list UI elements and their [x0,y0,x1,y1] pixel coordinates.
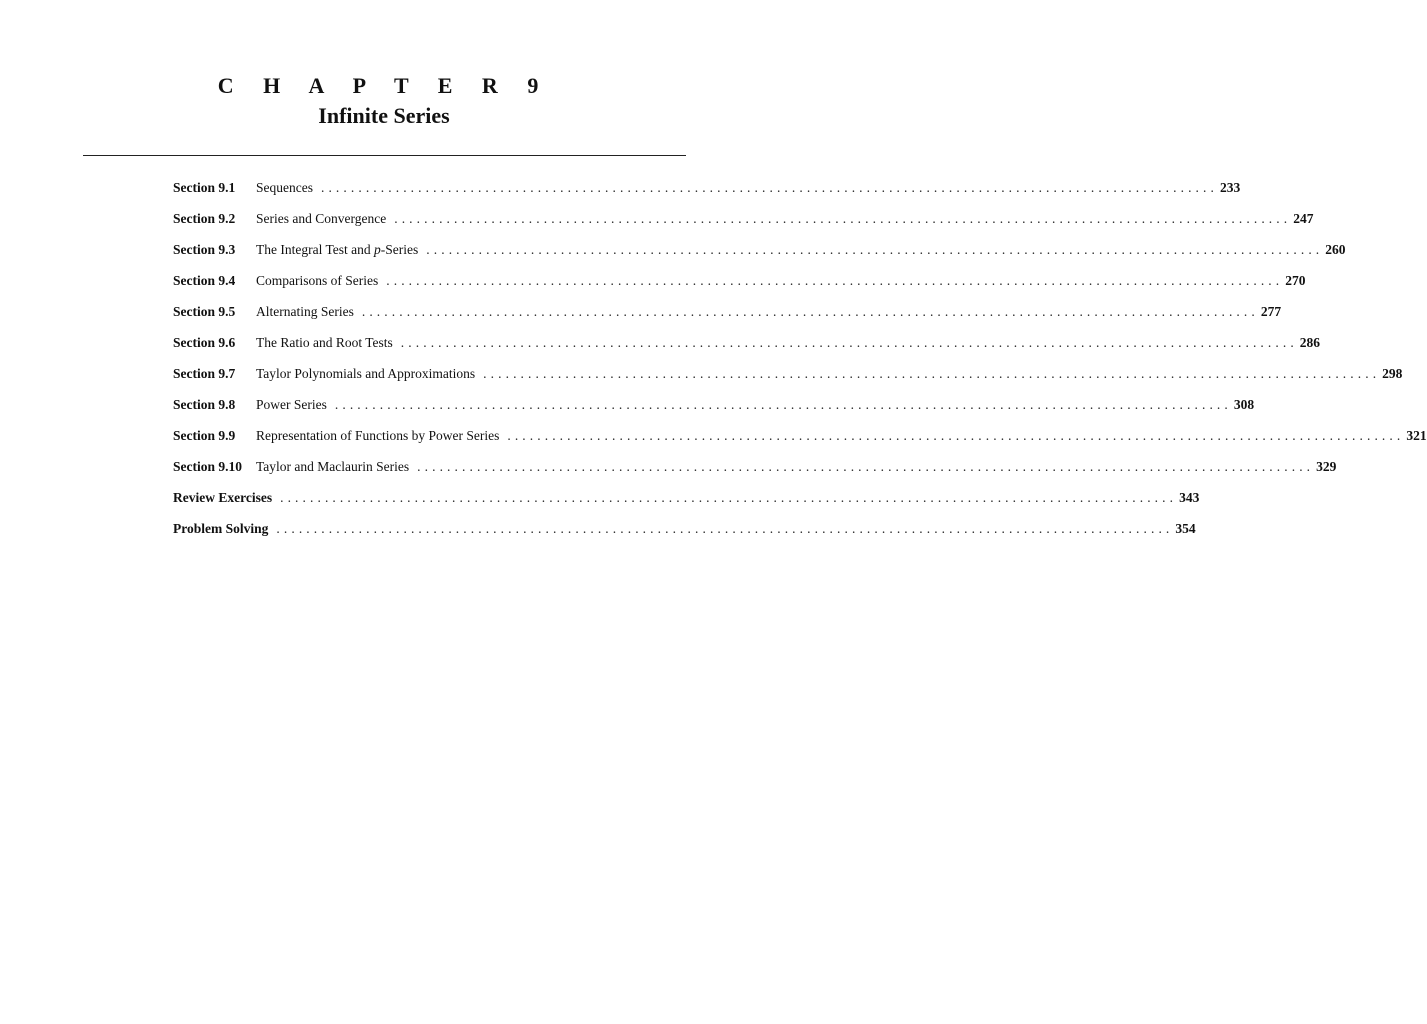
dot-leader: ........................................................................................................................ [483,366,1381,381]
dot-leader: ........................................................................................................................ [361,304,1259,319]
section-title: Review Exercises [173,490,273,505]
dot-leader: ........................................................................................................................ [386,273,1284,288]
toc-row-9-10[interactable] [173,458,1337,489]
section-title: Series and Convergence [256,211,387,226]
page-number: 286 [1299,335,1321,350]
dot-leader: ........................................................................................................................ [400,335,1298,350]
dot-leader: ........................................................................................................................ [417,459,1315,474]
section-title: Comparisons of Series [256,273,379,288]
section-title: Problem Solving [173,521,269,536]
section-title: Representation of Functions by Power Series [256,428,500,443]
section-number: Section 9.8 [173,397,236,412]
section-title: The Ratio and Root Tests [256,335,393,350]
toc-row-9-9[interactable] [173,427,1427,458]
section-title-suffix: -Series [380,242,419,257]
section-title-prefix: The Integral Test and [256,242,375,257]
toc-row-9-7[interactable] [173,365,1403,396]
dot-leader: ........................................................................................................................ [276,521,1174,536]
toc-row-9-6[interactable] [173,334,1321,365]
dot-leader: ........................................................................................................................ [426,242,1324,257]
toc-row-9-8[interactable] [173,396,1255,427]
section-number: Section 9.1 [173,180,236,195]
header-rule [83,155,686,156]
page-number: 321 [1406,428,1427,443]
page-number: 329 [1316,459,1337,474]
dot-leader: ........................................................................................................................ [507,428,1405,443]
section-title: Sequences [256,180,313,195]
section-title [256,241,418,259]
page-number: 343 [1179,490,1200,505]
section-title: Taylor Polynomials and Approximations [256,366,476,381]
section-title-italic: p [374,242,381,257]
section-title: Alternating Series [256,304,354,319]
section-title: Power Series [256,397,327,412]
toc-row-9-2[interactable] [173,210,1314,241]
section-number: Section 9.6 [173,335,236,350]
section-number: Section 9.5 [173,304,236,319]
page-number: 277 [1260,304,1282,319]
dot-leader: ........................................................................................................................ [394,211,1292,226]
dot-leader: ........................................................................................................................ [334,397,1232,412]
section-number: Section 9.4 [173,273,236,288]
page-number: 354 [1175,521,1196,536]
page-number: 260 [1325,242,1346,257]
page-number: 308 [1233,397,1255,412]
toc-row-9-5[interactable] [173,303,1282,334]
toc-row-9-4[interactable] [173,272,1306,303]
dot-leader: ........................................................................................................................ [320,180,1218,195]
section-number: Section 9.3 [173,242,236,257]
section-number: Section 9.9 [173,428,236,443]
toc-row-9-1[interactable] [173,179,1241,210]
page-number: 233 [1219,180,1241,195]
dot-leader: ........................................................................................................................ [280,490,1178,505]
page-number: 270 [1285,273,1306,288]
section-number: Section 9.2 [173,211,236,226]
section-title: Taylor and Maclaurin Series [256,459,410,474]
section-number: Section 9.10 [173,459,242,474]
page-number: 247 [1293,211,1314,226]
chapter-title: Infinite Series [318,103,450,128]
toc-row-review-exercises[interactable] [173,489,1200,520]
toc-row-9-3[interactable] [173,241,1346,272]
table-of-contents [173,179,1427,551]
toc-row-problem-solving[interactable] [173,520,1196,551]
page-number: 298 [1382,366,1403,381]
chapter-label: C H A P T E R 9 [217,73,551,98]
section-number: Section 9.7 [173,366,236,381]
